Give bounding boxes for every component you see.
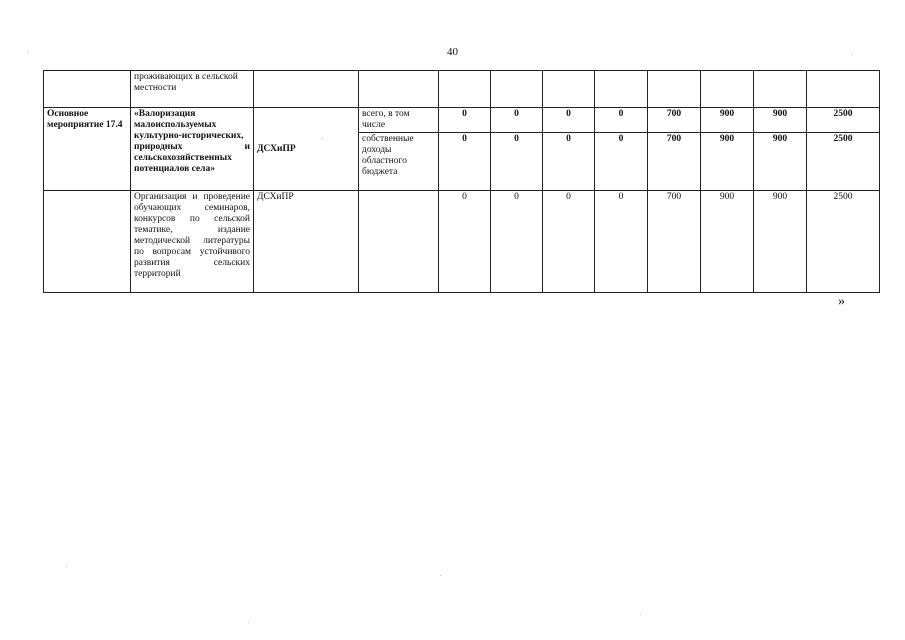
cell-value: 900 (754, 108, 807, 133)
cell-value (543, 71, 595, 108)
cell-value (439, 71, 491, 108)
cell-value: 0 (543, 108, 595, 133)
cell-source: всего, в том числе (359, 108, 439, 133)
cell-executor: ДСХиПР (254, 108, 359, 191)
table-row (44, 191, 880, 293)
cell-value: 2500 (807, 133, 880, 191)
cell-value (491, 71, 543, 108)
cell-value (701, 71, 754, 108)
cell-value: 900 (701, 108, 754, 133)
table-row (44, 71, 880, 108)
cell-value: 2500 (807, 108, 880, 133)
cell-executor (254, 71, 359, 108)
cell-value: 0 (491, 191, 543, 293)
cell-value: 900 (754, 191, 807, 293)
cell-value: 900 (754, 133, 807, 191)
cell-value: 0 (439, 191, 491, 293)
table-row (44, 108, 880, 133)
closing-quote: » (838, 294, 845, 309)
cell-value: 700 (648, 133, 701, 191)
cell-value: 0 (595, 133, 648, 191)
cell-value: 0 (543, 191, 595, 293)
cell-value (648, 71, 701, 108)
cell-activity (44, 71, 131, 108)
cell-value: 0 (543, 133, 595, 191)
cell-value: 900 (701, 133, 754, 191)
cell-description: «Валоризация малоиспользуемых культурно-исторических, природных и сельскохозяйственных потенциалов села» (131, 108, 254, 191)
cell-value: 700 (648, 191, 701, 293)
page-number: 40 (447, 46, 458, 58)
cell-description: Организация и проведение обучающих семинаров, конкурсов по сельской тематике, издание методической литературы по вопросам устойчивого развития сельских территорий (131, 191, 254, 293)
cell-value: 0 (595, 191, 648, 293)
cell-value: 2500 (807, 191, 880, 293)
cell-activity: Основное мероприятие 17.4 (44, 108, 131, 191)
cell-value: 0 (595, 108, 648, 133)
cell-value (807, 71, 880, 108)
cell-value: 900 (701, 191, 754, 293)
cell-source: собственные доходы областного бюджета (359, 133, 439, 191)
cell-value: 0 (491, 108, 543, 133)
cell-value: 0 (439, 133, 491, 191)
cell-source (359, 71, 439, 108)
cell-description: проживающих в сельской местности (131, 71, 254, 108)
cell-value: 700 (648, 108, 701, 133)
cell-executor: ДСХиПР (254, 191, 359, 293)
cell-value: 0 (439, 108, 491, 133)
cell-value (595, 71, 648, 108)
cell-activity (44, 191, 131, 293)
cell-value (754, 71, 807, 108)
cell-source (359, 191, 439, 293)
program-table (43, 70, 880, 293)
cell-value: 0 (491, 133, 543, 191)
